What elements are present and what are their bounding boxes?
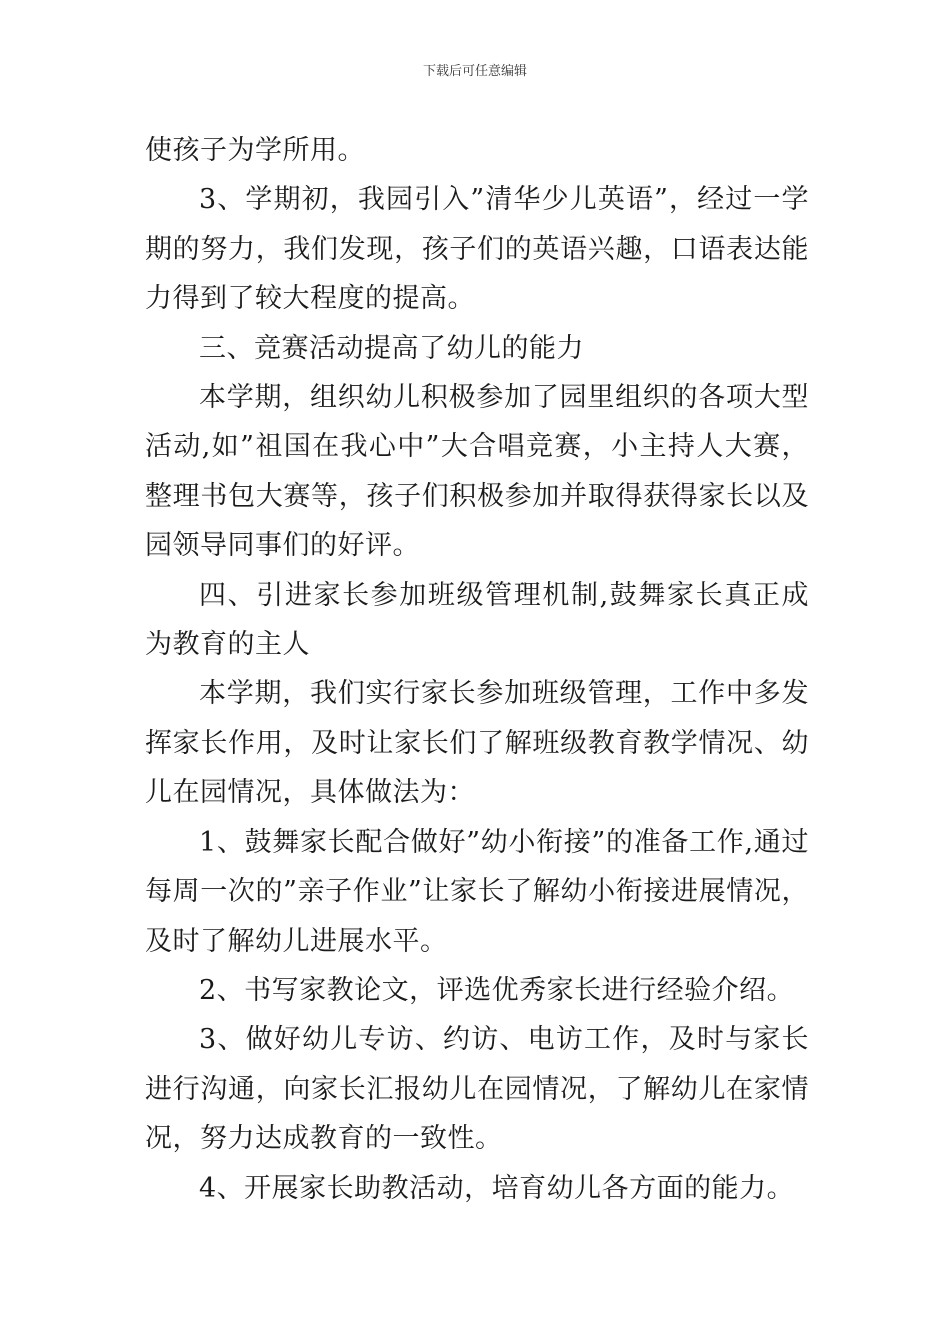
list-item-3: 3、做好幼儿专访、约访、电访工作，及时与家长进行沟通，向家长汇报幼儿在园情况，了解幼儿在家情况，努力达成教育的一致性。 <box>145 1024 809 1155</box>
list-item-1: 1、鼓舞家长配合做好”幼小衔接”的准备工作,通过每周一次的”亲子作业”让家长了解幼小衔接进展情况，及时了解幼儿进展水平。 <box>145 826 809 957</box>
page-header-note: 下载后可任意编辑 <box>422 64 527 79</box>
document-body <box>145 126 809 1213</box>
paragraph-continuation: 使孩子为学所用。 <box>145 135 365 166</box>
list-item-4: 4、开展家长助教活动，培育幼儿各方面的能力。 <box>199 1172 795 1204</box>
paragraph-english-program: 3、学期初，我园引入”清华少儿英语”，经过一学期的努力，我们发现，孩子们的英语兴趣，口语表达能力得到了较大程度的提高。 <box>145 184 809 315</box>
paragraph-parent-management: 本学期，我们实行家长参加班级管理，工作中多发挥家长作用，及时让家长们了解班级教育教学情况、幼儿在园情况，具体做法为： <box>145 678 809 809</box>
section-heading-competitions: 三、竞赛活动提高了幼儿的能力 <box>199 332 584 364</box>
list-item-2: 2、书写家教论文，评选优秀家长进行经验介绍。 <box>199 974 795 1006</box>
paragraph-competitions: 本学期，组织幼儿积极参加了园里组织的各项大型活动,如”祖国在我心中”大合唱竞赛，小主持人大赛，整理书包大赛等，孩子们积极参加并取得获得家长以及园领导同事们的好评。 <box>145 382 809 562</box>
section-heading-parent-management: 四、引进家长参加班级管理机制,鼓舞家长真正成为教育的主人 <box>145 579 809 661</box>
